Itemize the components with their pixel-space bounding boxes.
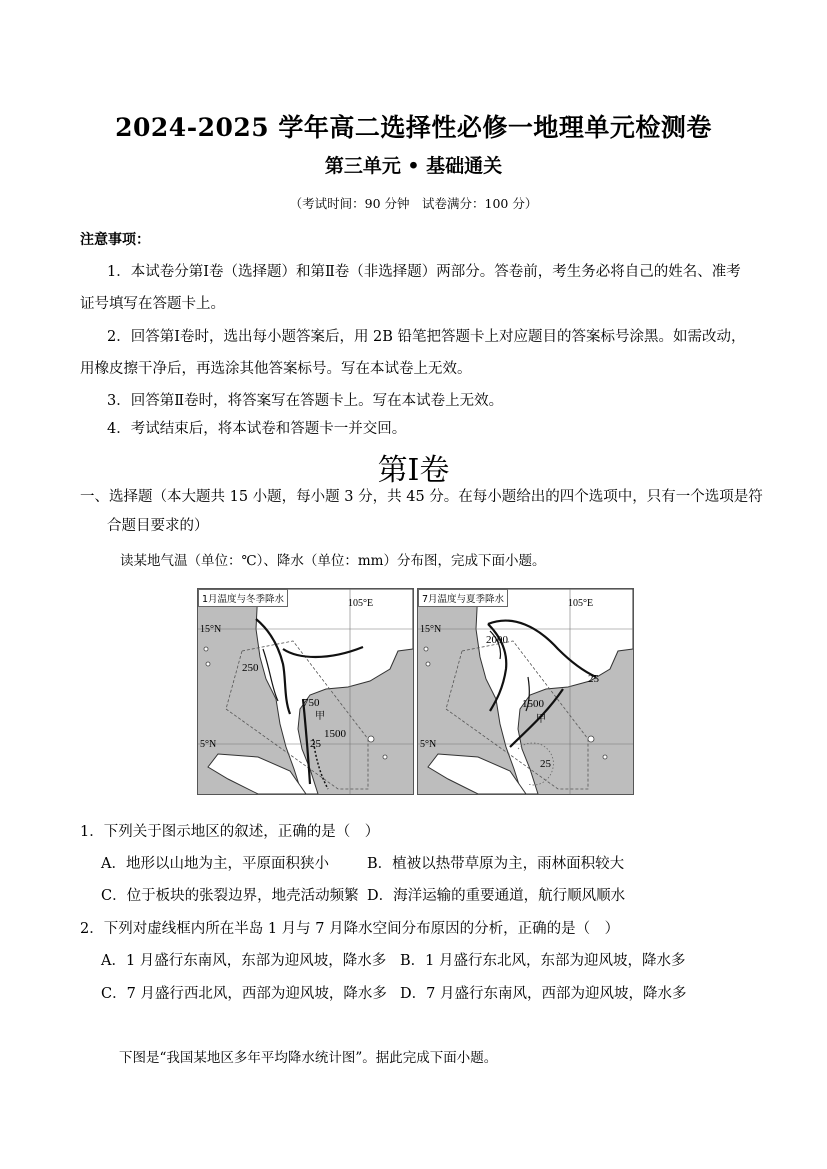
option-d[interactable]: D．7 月盛行东南风，西部为迎风坡，降水多 (400, 986, 687, 1002)
map-january-figure (198, 589, 413, 794)
section-title: 第Ⅰ卷 (377, 453, 450, 488)
label-5n: 5°N (200, 739, 217, 750)
label-105e: 105°E (568, 598, 594, 609)
map-january (197, 588, 414, 795)
chart-intro: 下图是“我国某地区多年平均降水统计图”。据此完成下面小题。 (119, 1050, 498, 1066)
label-5n: 5°N (420, 739, 437, 750)
notice-item-2-line-1: 2．回答第Ⅰ卷时，选出每小题答案后，用 2B 铅笔把答题卡上对应题目的答案标号涂黑。如需改动， (107, 329, 746, 345)
option-d[interactable]: D．海洋运输的重要通道，航行顺风顺水 (367, 888, 626, 904)
part-heading-line-1: 一、选择题（本大题共 15 小题，每小题 3 分，共 45 分。在每小题给出的四个选项中，只有一个选项是符 (80, 489, 763, 505)
label-105e: 105°E (348, 598, 374, 609)
unit-subtitle: 第三单元 • 基础通关 (324, 155, 503, 177)
notice-heading: 注意事项： (80, 232, 150, 248)
notice-item-3: 3．回答第Ⅱ卷时，将答案写在答题卡上。写在本试卷上无效。 (107, 393, 504, 409)
question-stem: 2．下列对虚线框内所在半岛 1 月与 7 月降水空间分布原因的分析，正确的是（ ） (80, 921, 620, 937)
notice-item-2-line-2: 用橡皮擦干净后，再选涂其他答案标号。写在本试卷上无效。 (80, 361, 472, 377)
label-jia: 甲 (315, 711, 325, 722)
option-a[interactable]: A．1 月盛行东南风，东部为迎风坡，降水多 (101, 953, 387, 969)
label-jia: 甲 (536, 714, 546, 725)
label-750: 750 (303, 697, 320, 709)
notice-item-1-line-2: 证号填写在答题卡上。 (80, 296, 225, 312)
page-title: 2024-2025 学年高二选择性必修一地理单元检测卷 (115, 113, 712, 142)
question-stem: 1．下列关于图示地区的叙述，正确的是（ ） (80, 824, 380, 840)
map-july-label: 7月温度与夏季降水 (418, 589, 508, 607)
map-july-figure (418, 589, 633, 794)
landmass (256, 589, 413, 794)
label-15n: 15°N (420, 624, 442, 635)
map-july (417, 588, 634, 795)
option-b[interactable]: B．植被以热带草原为主，雨林面积较大 (367, 856, 625, 872)
label-15n: 15°N (200, 624, 222, 635)
label-2000: 2000 (486, 634, 508, 646)
notice-item-4: 4．考试结束后，将本试卷和答题卡一并交回。 (107, 421, 407, 437)
label-25-south: 25 (540, 758, 551, 770)
label-250: 250 (242, 662, 259, 674)
label-1500: 1500 (324, 728, 346, 740)
option-c[interactable]: C．7 月盛行西北风，西部为迎风坡，降水多 (101, 986, 387, 1002)
map-intro: 读某地气温（单位：℃）、降水（单位：mm）分布图，完成下面小题。 (120, 553, 546, 569)
map-january-label: 1月温度与冬季降水 (198, 589, 288, 607)
label-25: 25 (310, 738, 321, 750)
label-1500: 1500 (522, 698, 544, 710)
option-b[interactable]: B．1 月盛行东北风，东部为迎风坡，降水多 (400, 953, 686, 969)
label-25-east: 25 (588, 673, 599, 685)
option-a[interactable]: A．地形以山地为主，平原面积狭小 (101, 856, 329, 872)
notice-item-1-line-1: 1．本试卷分第Ⅰ卷（选择题）和第Ⅱ卷（非选择题）两部分。答卷前，考生务必将自己的姓名、准考 (107, 264, 741, 280)
part-heading-line-2: 合题目要求的） (107, 518, 209, 534)
option-c[interactable]: C．位于板块的张裂边界，地壳活动频繁 (101, 888, 359, 904)
exam-info: （考试时间：90 分钟 试卷满分：100 分） (289, 196, 538, 211)
